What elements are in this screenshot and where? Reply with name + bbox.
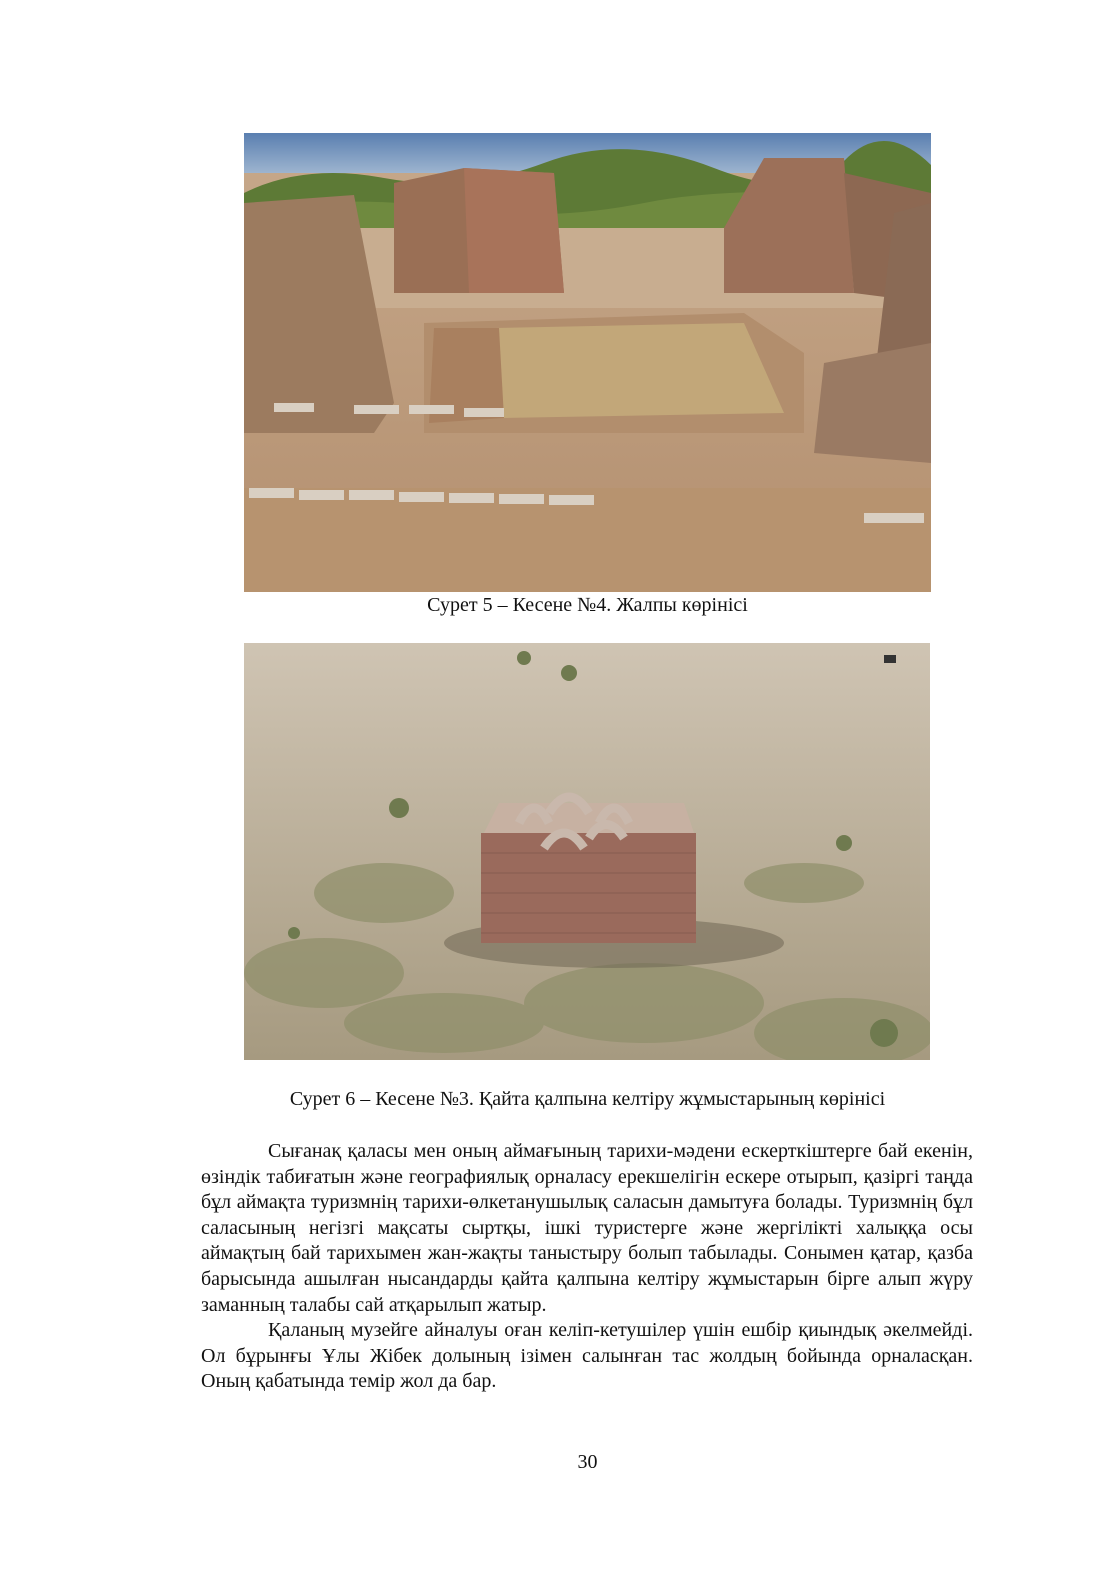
body-text bbox=[201, 1139, 973, 1395]
figure-6-photo bbox=[244, 643, 930, 1060]
excavated-mausoleum-ruins-image bbox=[244, 133, 931, 592]
paragraph: Сығанақ қаласы мен оның аймағының тарихи-мәдени ескерткіштерге бай екенін, өзіндік табиғатын және географиялық орналасу ерекшелігін ескере отырып, қазіргі таңда бұл аймақта туризмнің тарихи-өлкетанушылық саласын дамытуға болады. Туризмнің бұл саласының негізгі мақсаты сыртқы, ішкі туристерге және жергілікті халыққа осы аймақтың бай тарихымен жан-жақты таныстыру болып табылады. Сонымен қатар, қазба барысында ашылған нысандарды қайта қалпына келтіру жұмыстарын бірге алып жүру заманның талабы сай атқарылып жатыр. bbox=[201, 1140, 973, 1316]
figure-5-caption: Сурет 5 – Кесене №4. Жалпы көрінісі bbox=[427, 594, 748, 616]
page-number: 30 bbox=[577, 1451, 598, 1473]
paragraph: Қаланың музейге айналуы оған келіп-кетушілер үшін ешбір қиындық әкелмейді. Ол бұрынғы Ұлы Жібек долының ізімен салынған тас жолдың бойында орналасқан. Оның қабатында темір жол да бар. bbox=[201, 1319, 973, 1393]
restored-mausoleum-aerial-image bbox=[244, 643, 930, 1060]
figure-5-photo bbox=[244, 133, 931, 592]
figure-6-caption: Сурет 6 – Кесене №3. Қайта қалпына келтіру жұмыстарының көрінісі bbox=[289, 1088, 886, 1110]
